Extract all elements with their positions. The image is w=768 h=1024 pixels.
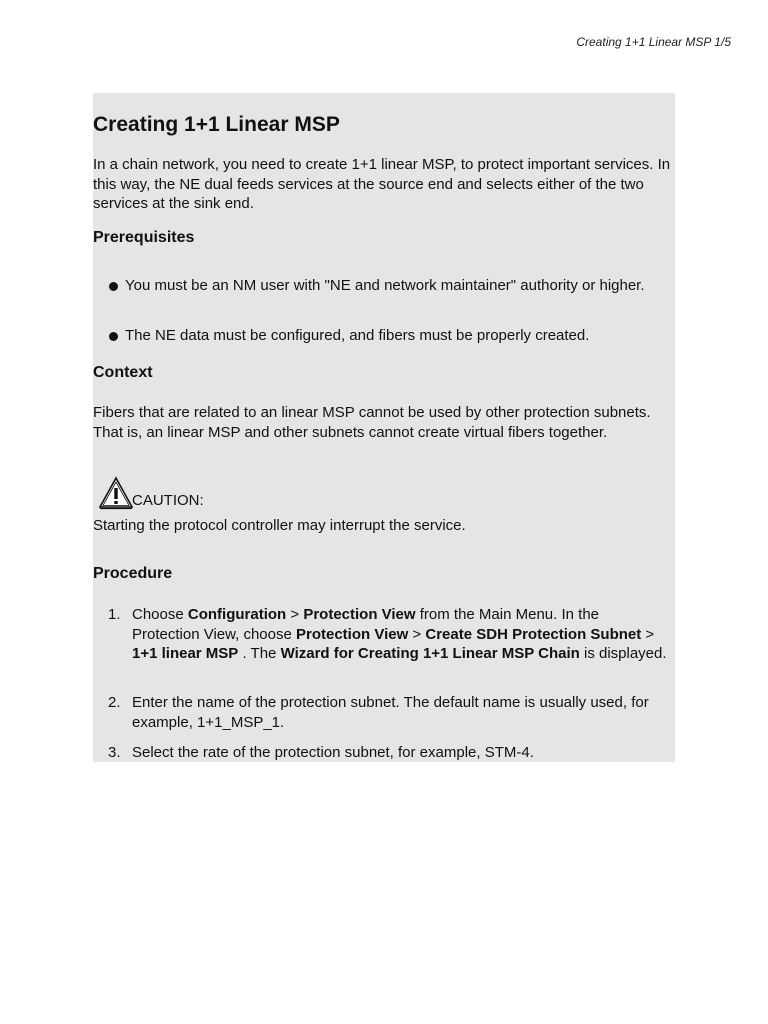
caution-label: CAUTION:: [132, 492, 204, 509]
procedure-step: [108, 743, 668, 763]
step-text: Choose Configuration > Protection View from the Main Menu. In the Protection View, choose Protection View > Create SDH Protection Subnet > 1+1 linear MSP . The Wizard for Creating 1+1 Linear MSP Chain is displayed.: [132, 606, 667, 662]
context-paragraph: Fibers that are related to an linear MSP cannot be used by other protection subnets. That is, an linear MSP and other subnets cannot create virtual fibers together.: [93, 404, 651, 441]
menu-configuration: Configuration: [187, 606, 287, 623]
caution-text: Starting the protocol controller may interrupt the service.: [93, 517, 466, 534]
menu-protection-view: Protection View: [296, 625, 409, 643]
step-number: 3.: [108, 744, 121, 761]
prerequisite-text: You must be an NM user with "NE and network maintainer" authority or higher.: [125, 277, 645, 294]
page-title: Creating 1+1 Linear MSP: [93, 113, 340, 136]
content-panel: [93, 93, 675, 762]
prerequisites-heading: Prerequisites: [93, 229, 195, 246]
wizard-name: Wizard for Creating 1+1 Linear MSP Chain: [280, 645, 580, 662]
intro-paragraph: In a chain network, you need to create 1+1 linear MSP, to protect important services. In this way, the NE dual feeds services at the source end and selects either of the two services at the sink end.: [93, 156, 671, 212]
step-number: 2.: [108, 694, 121, 711]
step-number: 1.: [108, 606, 121, 623]
procedure-step: [108, 605, 668, 664]
procedure-heading: Procedure: [93, 565, 173, 582]
menu-create-sdh-protection-subnet: Create SDH Protection Subnet: [425, 625, 642, 643]
context-heading: Context: [93, 364, 153, 381]
prerequisite-text: The NE data must be configured, and fibers must be properly created.: [125, 327, 590, 344]
bullet-icon: [109, 282, 118, 291]
running-header: Creating 1+1 Linear MSP 1/5: [576, 35, 731, 49]
step-text: Enter the name of the protection subnet. The default name is usually used, for example, 1+1_MSP_1.: [132, 694, 649, 731]
procedure-step: [108, 693, 668, 732]
menu-linear-msp: 1+1 linear MSP: [132, 645, 239, 662]
menu-protection-view: Protection View: [303, 606, 416, 623]
bullet-icon: [109, 332, 118, 341]
warning-triangle-icon: [98, 476, 134, 510]
prerequisite-item: [109, 326, 669, 346]
prerequisite-item: [109, 276, 669, 296]
step-text: Select the rate of the protection subnet, for example, STM-4.: [132, 744, 534, 761]
caution-notice: [98, 476, 204, 510]
